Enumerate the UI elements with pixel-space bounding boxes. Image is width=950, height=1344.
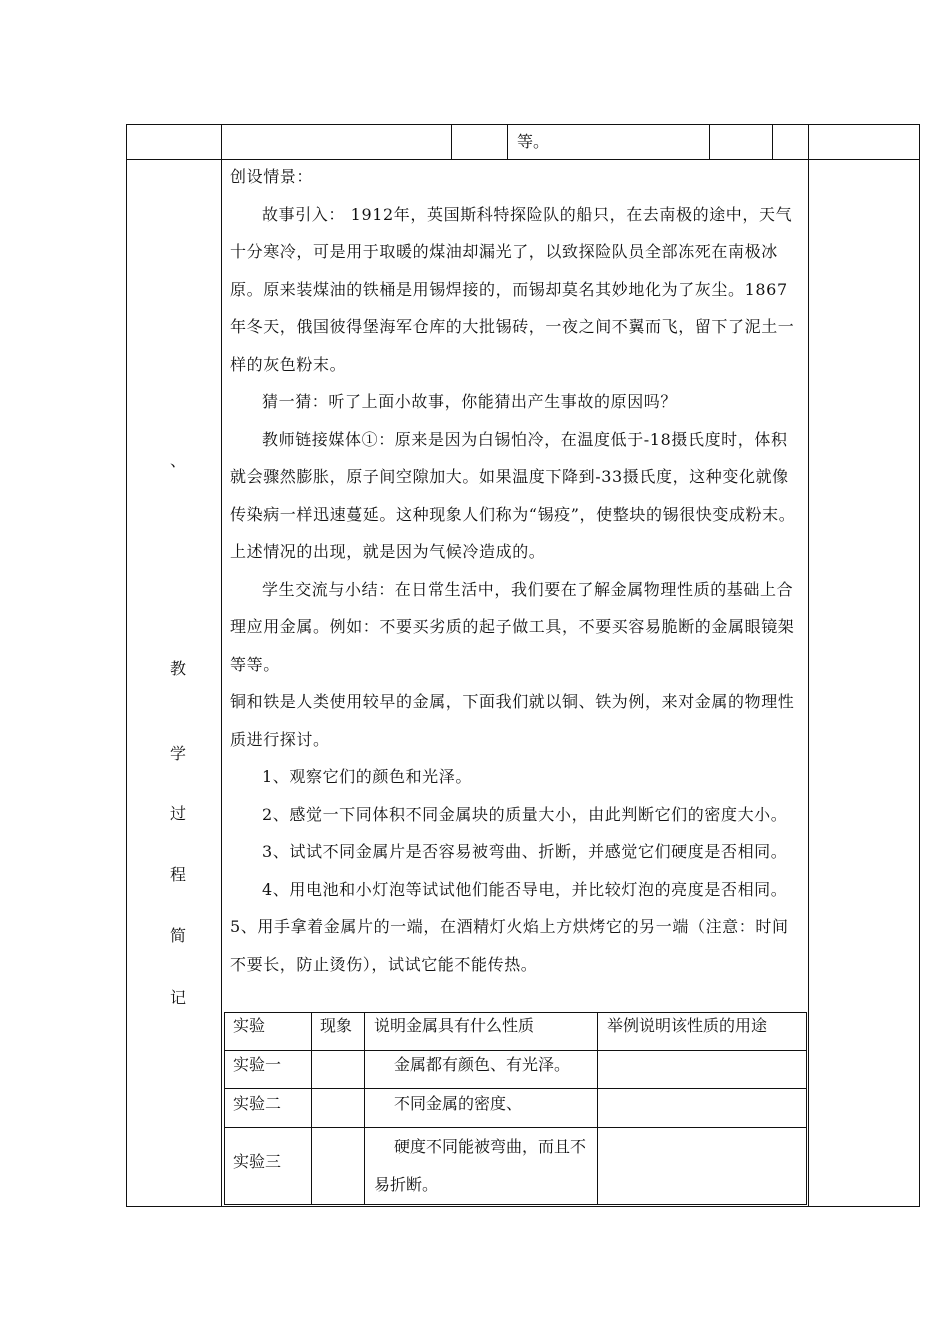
step-item: 1、观察它们的颜色和光泽。 xyxy=(262,767,472,786)
student-summary-paragraph: 学生交流与小结：在日常生活中，我们要在了解金属物理性质的基础上合理应用金属。例如：不要买劣质的起子做工具，不要买容易脆断的金属眼镜架等等。 xyxy=(230,579,795,674)
exp-header-experiment: 实验 xyxy=(233,1016,266,1035)
exp-table-line xyxy=(806,1012,807,1205)
exp-row-name: 实验二 xyxy=(233,1094,282,1113)
section-heading: 创设情景： xyxy=(230,167,314,186)
exp-row-name: 实验一 xyxy=(233,1055,282,1074)
exp-header-use: 举例说明该性质的用途 xyxy=(607,1016,768,1035)
exp-table-line xyxy=(597,1012,598,1205)
exp-row-property: 不同金属的密度、 xyxy=(394,1094,523,1113)
guess-paragraph: 猜一猜：听了上面小故事，你能猜出产生事故的原因吗？ xyxy=(262,392,678,411)
exp-header-property: 说明金属具有什么性质 xyxy=(374,1016,535,1035)
step-item: 5、用手拿着金属片的一端，在酒精灯火焰上方烘烤它的另一端（注意：时间不要长，防止烫伤），试试它能不能传热。 xyxy=(230,917,789,974)
top-row-divider xyxy=(507,124,508,160)
top-row-divider xyxy=(451,124,452,160)
right-column-divider xyxy=(808,124,809,1207)
side-column-divider xyxy=(221,124,222,1207)
exp-row-property: 硬度不同能被弯曲，而且不易折断。 xyxy=(374,1137,587,1194)
side-label-char: 过 xyxy=(169,804,186,823)
story-paragraph: 故事引入： 1912年，英国斯科特探险队的船只，在去南极的途中，天气十分寒冷，可是用于取暖的煤油却漏光了，以致探险队员全部冻死在南极冰原。原来装煤油的铁桶是用锡焊接的，而锡却莫名其妙地化为了灰尘。1867年冬天，俄国彼得堡海军仓库的大批锡砖，一夜之间不翼而飞，留下了泥土一样的灰色粉末。 xyxy=(230,204,795,374)
table-left-border xyxy=(126,124,127,1207)
table-right-border xyxy=(919,124,920,1207)
exp-table-line xyxy=(224,1012,225,1205)
side-label-char: 记 xyxy=(169,988,186,1007)
step-item: 4、用电池和小灯泡等试试他们能否导电，并比较灯泡的亮度是否相同。 xyxy=(262,879,788,899)
side-label-char: 教 xyxy=(169,659,186,678)
side-label-char: 程 xyxy=(169,865,186,884)
step-item: 3、试试不同金属片是否容易被弯曲、折断，并感觉它们硬度是否相同。 xyxy=(262,842,788,861)
side-label-mark: 、 xyxy=(169,451,186,470)
lesson-content xyxy=(230,158,802,983)
exp-row-property: 金属都有颜色、有光泽。 xyxy=(394,1055,571,1074)
side-label-char: 学 xyxy=(169,744,186,763)
top-row-cell-text: 等。 xyxy=(517,132,550,151)
table-top-border xyxy=(126,124,920,125)
side-label-char: 简 xyxy=(169,926,186,945)
exp-header-phenomenon: 现象 xyxy=(320,1016,353,1035)
exp-table-line xyxy=(311,1012,312,1205)
exp-row-name: 实验三 xyxy=(233,1152,282,1171)
table-bottom-border xyxy=(126,1206,920,1207)
teacher-media-paragraph: 教师链接媒体①：原来是因为白锡怕冷，在温度低于-18摄氏度时，体积就会骤然膨胀，原子间空隙加大。如果温度下降到-33摄氏度，这种变化就像传染病一样迅速蔓延。这种现象人们称为“锡疫”，使整块的锡很快变成粉末。上述情况的出现，就是因为气候冷造成的。 xyxy=(230,429,796,561)
exp-table-line xyxy=(364,1012,365,1205)
step-item: 2、感觉一下同体积不同金属块的质量大小，由此判断它们的密度大小。 xyxy=(262,804,788,824)
top-row-divider xyxy=(772,124,773,160)
intro-paragraph: 铜和铁是人类使用较早的金属，下面我们就以铜、铁为例，来对金属的物理性质进行探讨。 xyxy=(230,692,795,749)
top-row-divider xyxy=(709,124,710,160)
